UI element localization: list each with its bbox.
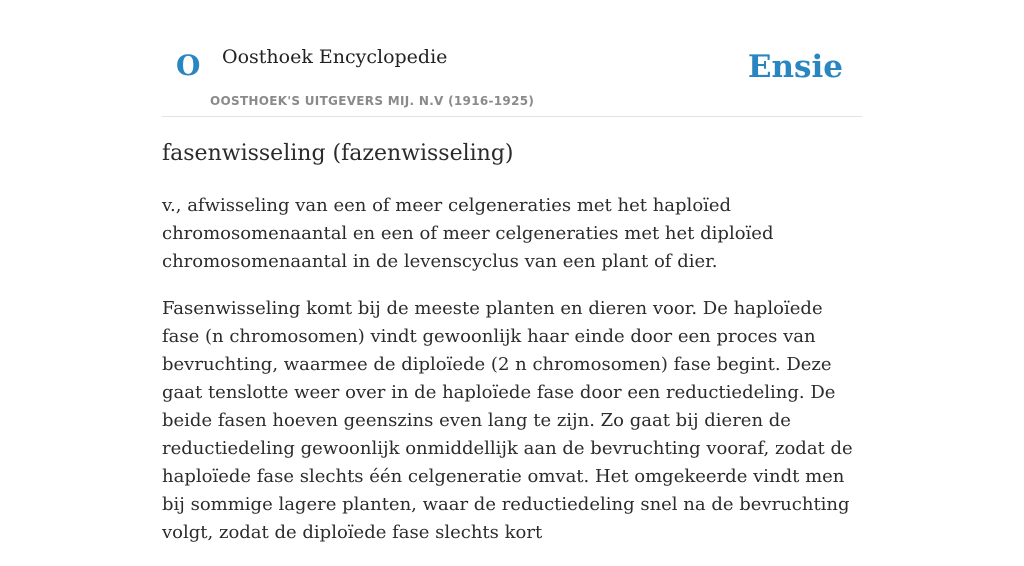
source-logo[interactable]: O	[176, 49, 201, 82]
entry-paragraph-body: Fasenwisseling komt bij de meeste planten en dieren voor. De haploïede fase (n chromosomen) vindt gewoonlijk haar einde door een proces van bevruchting, waarmee de diploïede (2 n chromosomen) fase begint. Deze gaat tenslotte weer over in de haploïede fase door een reductiedeling. De beide fasen hoeven geenszins even lang te zijn. Zo gaat bij dieren de reductiedeling gewoonlijk onmiddellijk aan de bevruchting vooraf, zodat de haploïede fase slechts één celgeneratie omvat. Het omgekeerde vindt men bij sommige lagere planten, waar de reductiedeling snel na de bevruchting volgt, zodat de diploïede fase slechts kort	[162, 298, 853, 543]
ensie-brand-logo[interactable]: Ensie	[747, 49, 843, 85]
page	[162, 0, 862, 543]
entry-content	[162, 192, 862, 566]
source-subtitle: OOSTHOEK'S UITGEVERS MIJ. N.V (1916-1925)	[210, 94, 535, 108]
entry-title: fasenwisseling (fazenwisseling)	[162, 141, 514, 166]
entry-paragraph-definition: v., afwisseling van een of meer celgeneraties met het haploïed chromosomenaantal en een of meer celgeneraties met het diploïed chromosomenaantal in de levenscyclus van een plant of dier.	[162, 195, 774, 272]
source-header	[162, 0, 862, 117]
source-title-link[interactable]: Oosthoek Encyclopedie	[222, 46, 448, 68]
